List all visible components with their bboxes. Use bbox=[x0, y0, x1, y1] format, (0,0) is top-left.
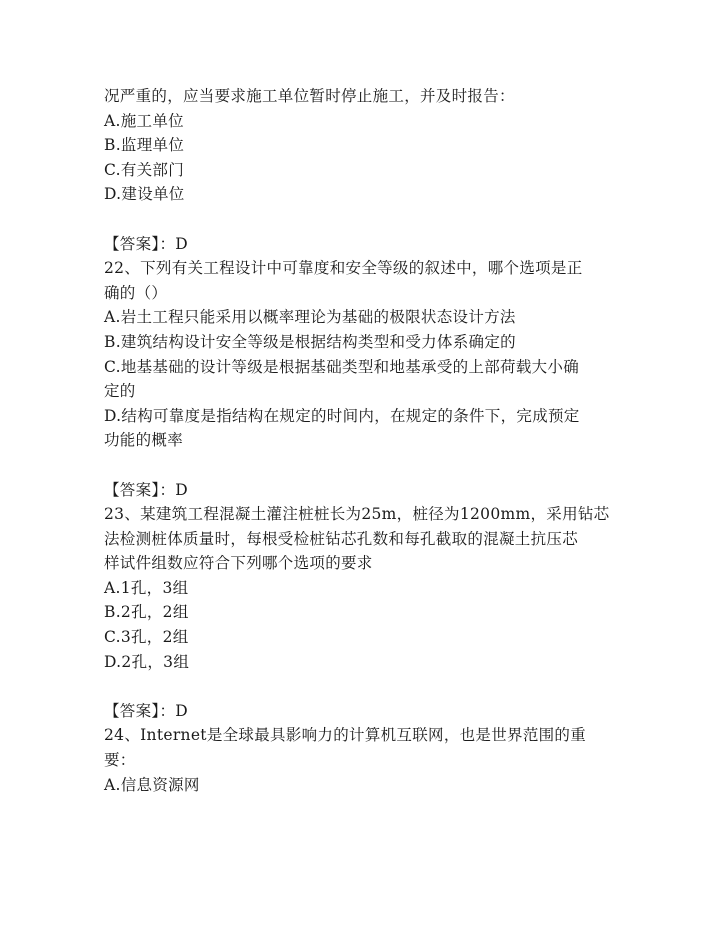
q22-option-d-line-1: D.结构可靠度是指结构在规定的时间内，在规定的条件下，完成预定 bbox=[104, 406, 580, 425]
q21-option-a: A.施工单位 bbox=[104, 111, 184, 130]
document-page bbox=[104, 84, 614, 797]
q24-option-a: A.信息资源网 bbox=[104, 775, 200, 794]
q21-option-d: D.建设单位 bbox=[104, 185, 185, 204]
q24-stem-line-2: 要： bbox=[104, 751, 136, 770]
q22-option-a: A.岩土工程只能采用以概率理论为基础的极限状态设计方法 bbox=[104, 308, 516, 327]
q23-stem-line-2: 法检测桩体质量时，每根受检桩钻芯孔数和每孔截取的混凝土抗压芯 bbox=[104, 529, 579, 548]
q22-stem-line-1: 22、下列有关工程设计中可靠度和安全等级的叙述中，哪个选项是正 bbox=[104, 259, 583, 278]
spacer bbox=[104, 674, 614, 699]
q22-stem-line-2: 确的（） bbox=[104, 283, 168, 302]
q22-option-b: B.建筑结构设计安全等级是根据结构类型和受力体系确定的 bbox=[104, 332, 516, 351]
q21-stem-line: 况严重的，应当要求施工单位暂时停止施工，并及时报告： bbox=[104, 87, 515, 105]
q21-option-b: B.监理单位 bbox=[104, 136, 185, 155]
q23-stem-line-3: 样试件组数应符合下列哪个选项的要求 bbox=[104, 554, 373, 573]
q23-option-c: C.3孔，2组 bbox=[104, 628, 189, 647]
q24-stem-line-1: 24、Internet是全球最具影响力的计算机互联网，也是世界范围的重 bbox=[104, 726, 587, 745]
q21-option-c: C.有关部门 bbox=[104, 160, 185, 179]
q21-answer: 【答案】：D bbox=[104, 234, 188, 253]
q23-option-a: A.1孔，3组 bbox=[104, 578, 189, 597]
q22-option-d-line-2: 功能的概率 bbox=[104, 431, 184, 450]
q23-option-d: D.2孔，3组 bbox=[104, 652, 190, 671]
q23-stem-line-1: 23、某建筑工程混凝土灌注桩桩长为25m，桩径为1200mm，采用钻芯 bbox=[104, 505, 610, 524]
q23-answer: 【答案】：D bbox=[104, 701, 188, 720]
q22-option-c-line-1: C.地基基础的设计等级是根据基础类型和地基承受的上部荷载大小确 bbox=[104, 357, 580, 376]
q22-answer: 【答案】：D bbox=[104, 480, 188, 499]
spacer bbox=[104, 207, 614, 232]
q23-option-b: B.2孔，2组 bbox=[104, 603, 189, 622]
spacer bbox=[104, 453, 614, 478]
q22-option-c-line-2: 定的 bbox=[104, 382, 136, 401]
